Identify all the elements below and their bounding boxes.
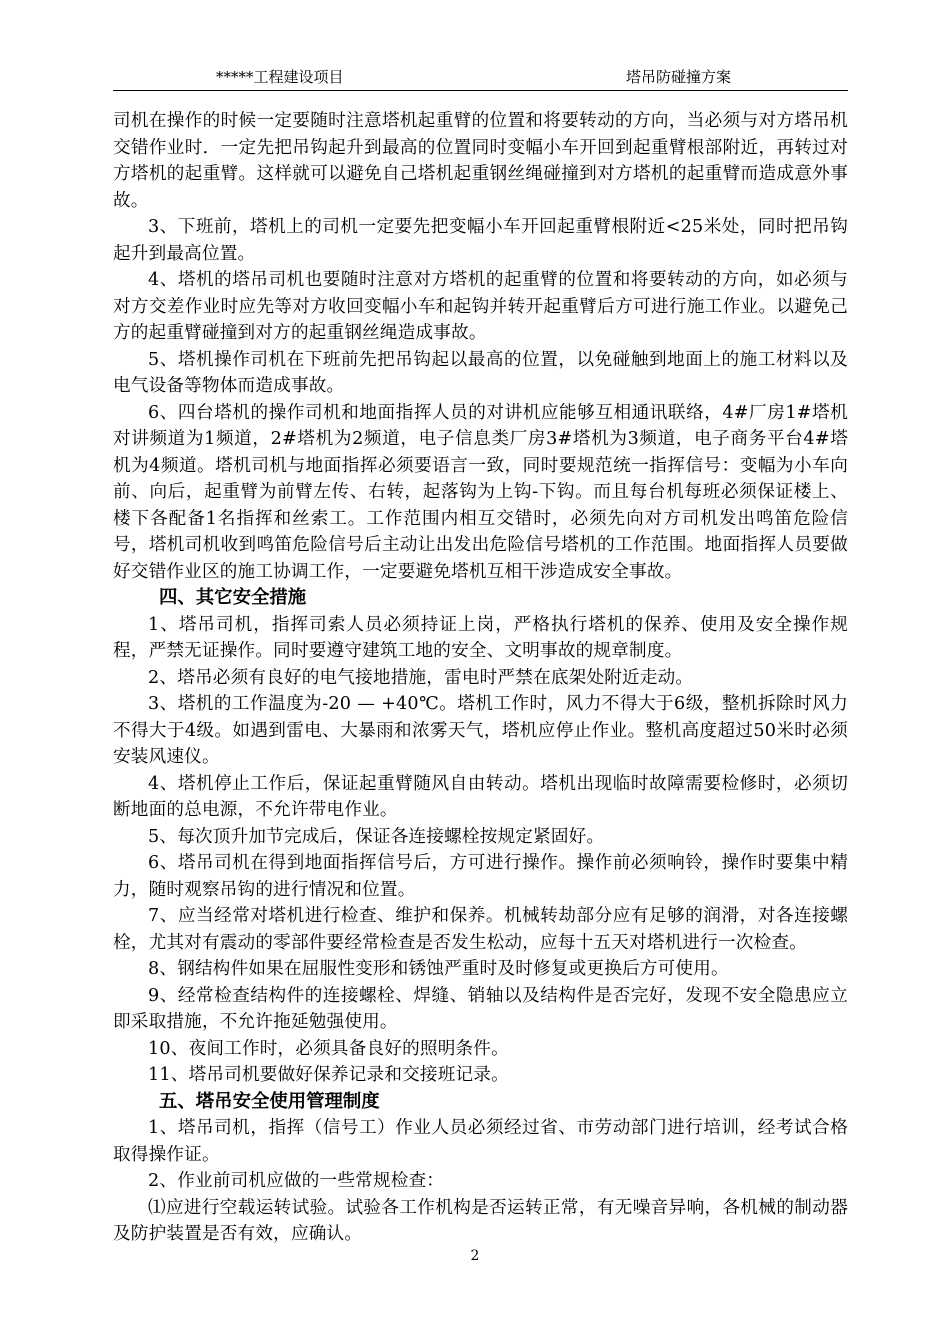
section-heading: 四、其它安全措施: [159, 587, 307, 608]
body-paragraph: 4、塔机的塔吊司机也要随时注意对方塔机的起重臂的位置和将要转动的方向，如必须与对方交差作业时应先等对方收回变幅小车和起钩并转开起重臂后方可进行施工作业。以避免己方的起重臂碰撞到对方的起重钢丝绳造成事故。: [113, 270, 848, 343]
document-body: [113, 108, 848, 1248]
body-paragraph: 5、每次顶升加节完成后，保证各连接螺栓按规定紧固好。: [148, 826, 605, 847]
page-header: [113, 64, 848, 91]
body-paragraph: 6、四台塔机的操作司机和地面指挥人员的对讲机应能够互相通讯联络，4#厂房1#塔机对讲频道为1频道，2#塔机为2频道，电子信息类厂房3#塔机为3频道，电子商务平台4#塔机为4频道。塔机司机与地面指挥必须要语言一致，同时要规范统一指挥信号：变幅为小车向前、向后，起重臂为前臂左传、右转，起落钩为上钩-下钩。而且每台机每班必须保证楼上、楼下各配备1名指挥和丝索工。工作范围内相互交错时，必须先向对方司机发出鸣笛危险信号，塔机司机收到鸣笛危险信号后主动让出发出危险信号塔机的工作范围。地面指挥人员要做好交错作业区的施工协调工作，一定要避免塔机互相干涉造成安全事故。: [113, 402, 848, 582]
body-paragraph: 1、塔吊司机，指挥司索人员必须持证上岗，严格执行塔机的保养、使用及安全操作规程，严禁无证操作。同时要遵守建筑工地的安全、文明事故的规章制度。: [113, 614, 848, 661]
body-paragraph: 1、塔吊司机，指挥（信号工）作业人员必须经过省、市劳动部门进行培训，经考试合格取得操作证。: [113, 1118, 848, 1165]
body-paragraph: 7、应当经常对塔机进行检查、维护和保养。机械转劫部分应有足够的润滑，对各连接螺栓，尤其对有震动的零部件要经常检查是否发生松动，应每十五天对塔机进行一次检查。: [113, 906, 848, 953]
section-heading: 五、塔吊安全使用管理制度: [159, 1090, 380, 1112]
body-paragraph: 8、钢结构件如果在屈服性变形和锈蚀严重时及时修复或更换后方可使用。: [148, 959, 729, 979]
body-paragraph: 3、塔机的工作温度为-20 — +40℃。塔机工作时，风力不得大于6级，整机拆除时风力不得大于4级。如遇到雷电、大暴雨和浓雾天气，塔机应停止作业。整机高度超过50米时必须安装风速仪。: [113, 694, 848, 767]
body-paragraph: 6、塔吊司机在得到地面指挥信号后，方可进行操作。操作前必须响铃，操作时要集中精力，随时观察吊钩的进行情况和位置。: [113, 853, 848, 900]
body-paragraph: 11、塔吊司机要做好保养记录和交接班记录。: [148, 1065, 509, 1085]
body-paragraph: 10、夜间工作时，必须具备良好的照明条件。: [148, 1038, 509, 1059]
body-paragraph: ⑴应进行空载运转试验。试验各工作机构是否运转正常，有无噪音异响，各机械的制动器及防护装置是否有效，应确认。: [113, 1197, 848, 1244]
header-project-name: *****工程建设项目: [216, 68, 344, 86]
body-paragraph: 3、下班前，塔机上的司机一定要先把变幅小车开回起重臂根附近<25米处，同时把吊钩起升到最高位置。: [113, 217, 848, 264]
body-paragraph: 5、塔机操作司机在下班前先把吊钩起以最高的位置，以免碰触到地面上的施工材料以及电气设备等物体而造成事故。: [113, 349, 848, 396]
body-paragraph: 2、作业前司机应做的一些常规检查：: [148, 1171, 445, 1191]
page-number: 2: [470, 1248, 480, 1264]
body-paragraph: 4、塔机停止工作后，保证起重臂随风自由转动。塔机出现临时故障需要检修时，必须切断地面的总电源，不允许带电作业。: [113, 773, 848, 820]
body-paragraph: 2、塔吊必须有良好的电气接地措施，雷电时严禁在底架处附近走动。: [148, 667, 694, 688]
body-paragraph: 9、经常检查结构件的连接螺栓、焊缝、销轴以及结构件是否完好，发现不安全隐患应立即采取措施，不允许拖延勉强使用。: [113, 985, 848, 1032]
header-document-title: 塔吊防碰撞方案: [626, 68, 732, 86]
body-paragraph: 司机在操作的时候一定要随时注意塔机起重臂的位置和将要转动的方向，当必须与对方塔吊机交错作业时．一定先把吊钩起升到最高的位置同时变幅小车开回到起重臂根部附近，再转过对方塔机的起重臂。这样就可以避免自己塔机起重钢丝绳碰撞到对方塔机的起重臂而造成意外事故。: [113, 111, 848, 211]
